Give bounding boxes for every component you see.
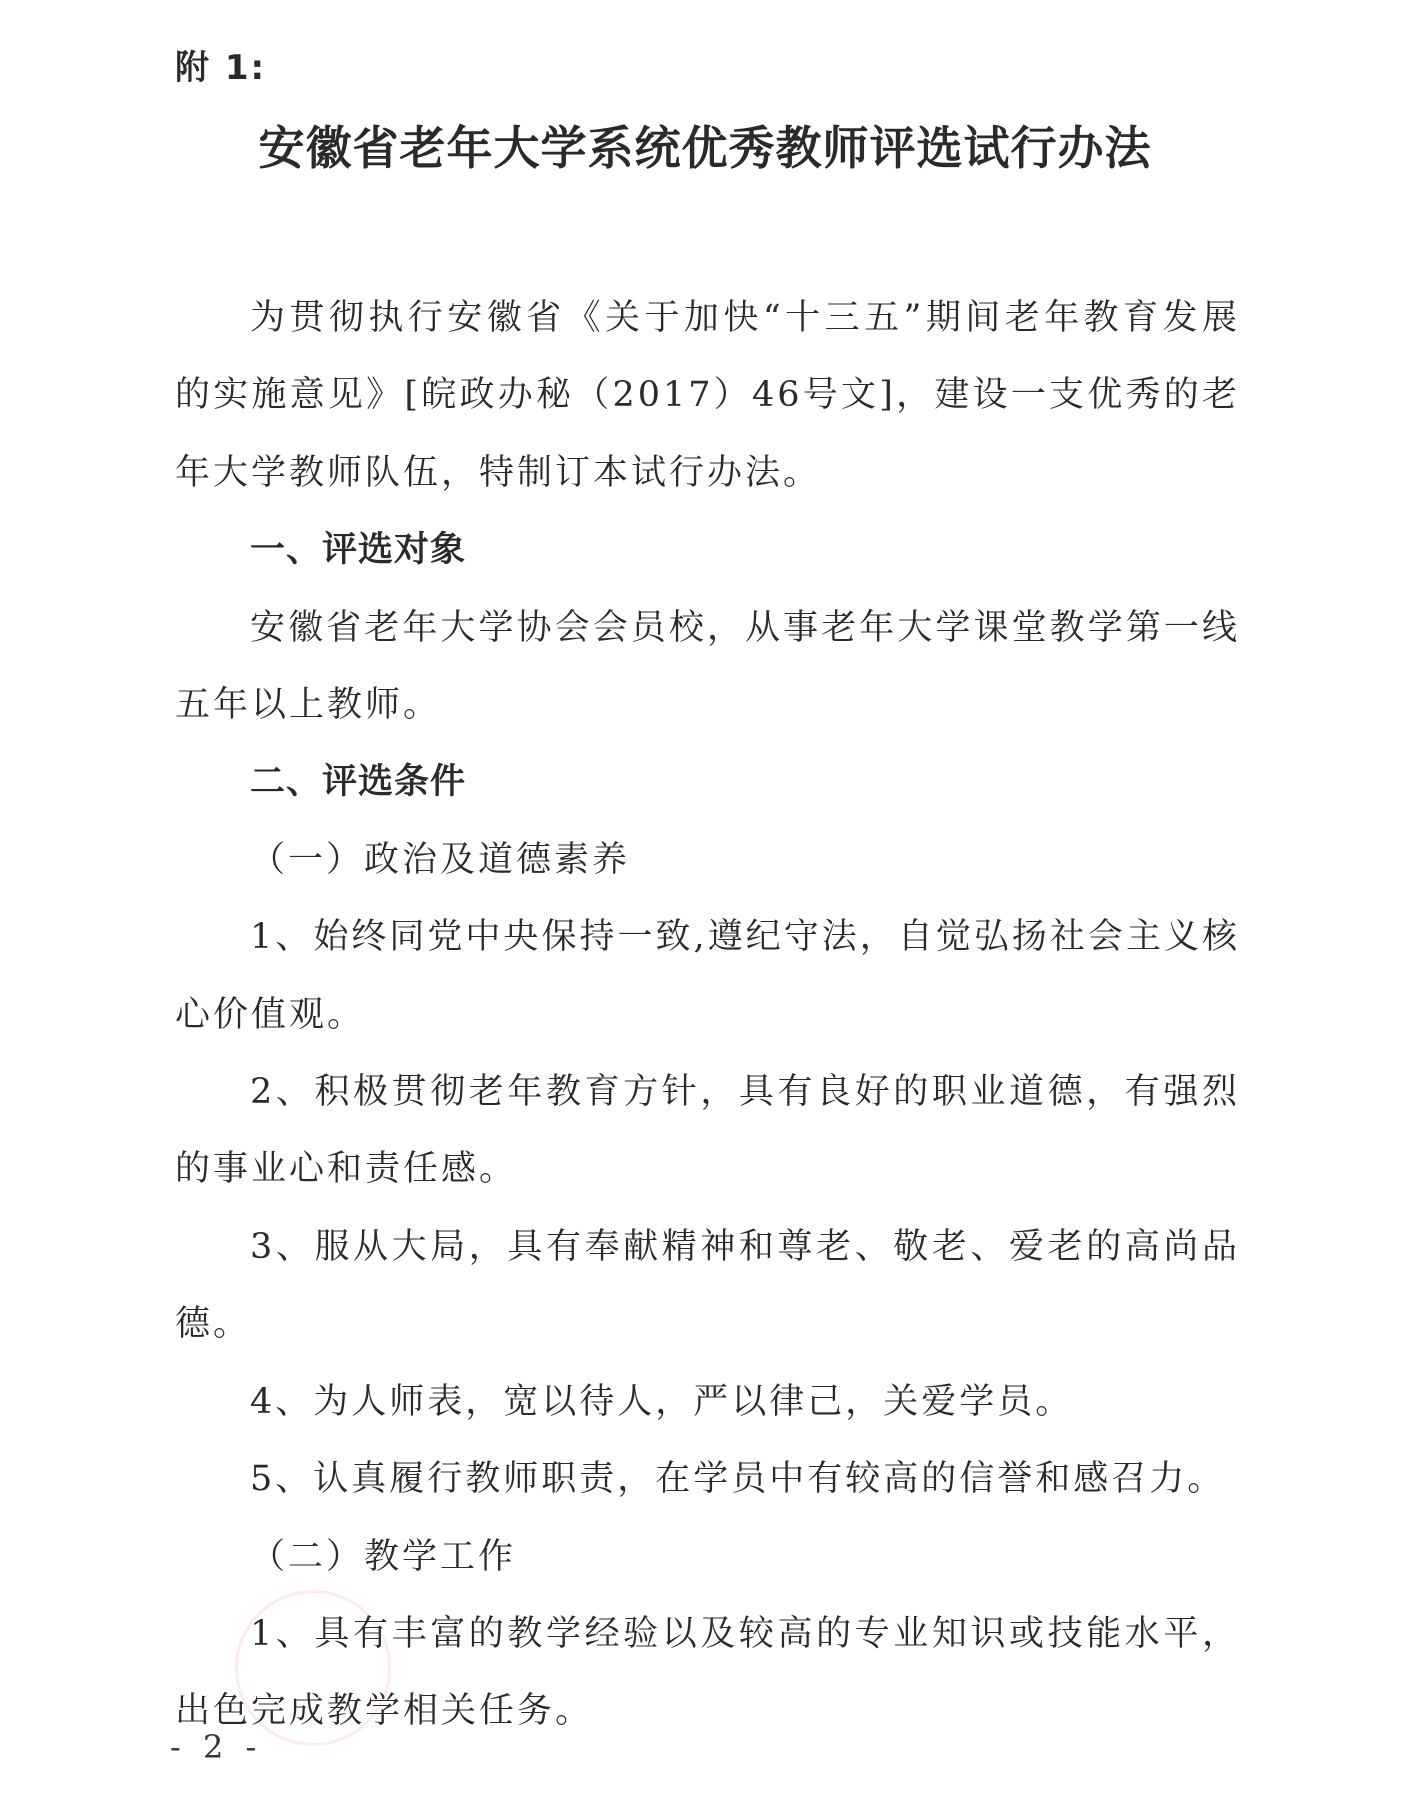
subsection-heading-1: （一）政治及道德素养 <box>250 839 631 880</box>
list-item: 3、服从大局，具有奉献精神和尊老、敬老、爱老的高尚品德。 <box>175 1226 1240 1345</box>
list-item: 5、认真履行教师职责，在学员中有较高的信誉和感召力。 <box>250 1459 1226 1500</box>
list-item: 4、为人师表，宽以待人，严以律己，关爱学员。 <box>250 1381 1074 1422</box>
list-item: 1、始终同党中央保持一致,遵纪守法，自觉弘扬社会主义核心价值观。 <box>175 917 1240 1035</box>
intro-paragraph: 为贯彻执行安徽省《关于加快“十三五”期间老年教育发展的实施意见》[皖政办秘（2017）46号文]，建设一支优秀的老年大学教师队伍，特制订本试行办法。 <box>175 298 1240 493</box>
document-title: 安徽省老年大学系统优秀教师评选试行办法 <box>258 121 1152 175</box>
section-heading-2: 二、评选条件 <box>250 762 467 803</box>
attachment-label: 附 1: <box>175 48 267 88</box>
faint-seal-stamp <box>235 1590 391 1746</box>
subsection-heading-2: （二）教学工作 <box>250 1536 517 1577</box>
section-1-paragraph: 安徽省老年大学协会会员校，从事老年大学课堂教学第一线五年以上教师。 <box>175 607 1240 726</box>
list-item: 1、具有丰富的教学经验以及较高的专业知识或技能水平，出色完成教学相关任务。 <box>175 1613 1240 1732</box>
page-number: - 2 - <box>170 1728 263 1766</box>
document-body <box>175 280 1240 1751</box>
section-heading-1: 一、评选对象 <box>250 530 467 571</box>
list-item: 2、积极贯彻老年教育方针，具有良好的职业道德，有强烈的事业心和责任感。 <box>175 1072 1240 1190</box>
